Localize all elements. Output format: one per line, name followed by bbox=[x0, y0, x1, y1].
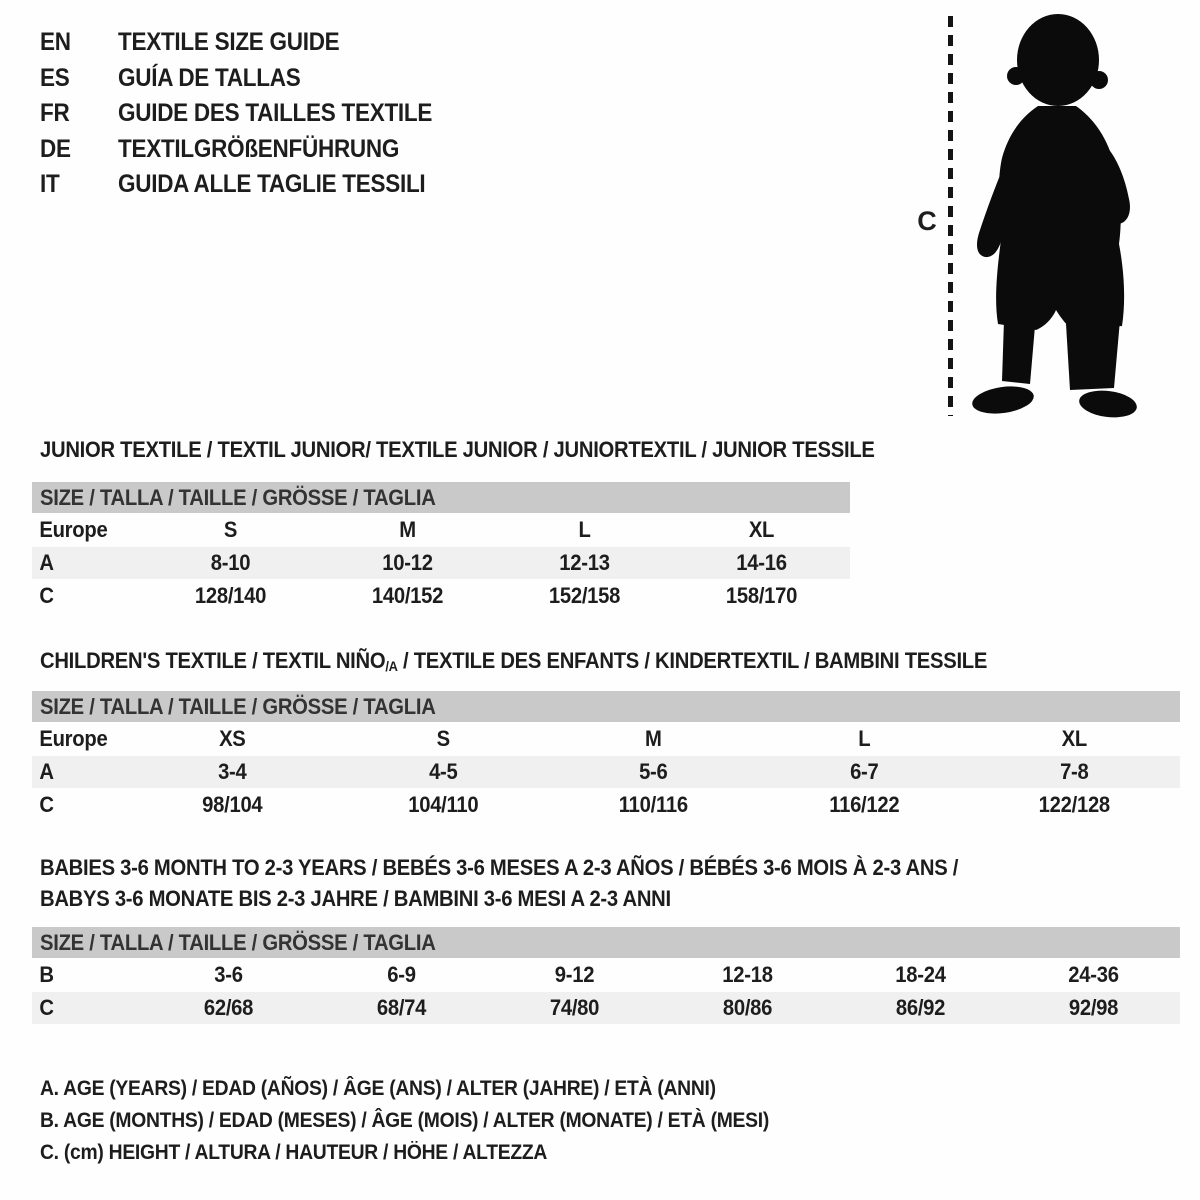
table-row bbox=[32, 722, 1180, 756]
table-cell: 158/170 bbox=[725, 583, 798, 608]
language-title: TEXTILGRÖßENFÜHRUNG bbox=[118, 134, 400, 163]
language-row-de bbox=[40, 132, 467, 168]
size-header-text: SIZE / TALLA / TAILLE / GRÖSSE / TAGLIA bbox=[40, 693, 436, 719]
table-cell: M bbox=[645, 726, 662, 751]
children-title-prefix: CHILDREN'S TEXTILE / TEXTIL NIÑO bbox=[40, 648, 386, 673]
language-code: DE bbox=[40, 134, 71, 163]
table-cell: 4-5 bbox=[428, 759, 458, 784]
table-cell: 5-6 bbox=[639, 759, 668, 784]
table-cell: 6-7 bbox=[849, 759, 879, 784]
table-cell: L bbox=[578, 517, 591, 542]
size-header-text: SIZE / TALLA / TAILLE / GRÖSSE / TAGLIA bbox=[40, 929, 436, 955]
language-row-es bbox=[40, 61, 467, 97]
table-cell: 8-10 bbox=[210, 550, 251, 575]
table-cell: 9-12 bbox=[554, 962, 595, 987]
language-row-it bbox=[40, 167, 467, 203]
language-row-fr bbox=[40, 96, 467, 132]
row-label: Europe bbox=[39, 517, 108, 542]
size-header-band bbox=[32, 927, 1180, 958]
row-label: C bbox=[39, 583, 54, 608]
language-code: FR bbox=[40, 99, 70, 128]
table-row bbox=[32, 788, 1180, 822]
table-cell: L bbox=[858, 726, 871, 751]
row-label: C bbox=[39, 995, 54, 1020]
children-title-subscript: /A bbox=[385, 658, 398, 674]
table-cell: 110/116 bbox=[618, 792, 688, 817]
table-cell: 6-9 bbox=[387, 962, 416, 987]
table-cell: 62/68 bbox=[203, 995, 254, 1020]
table-row bbox=[32, 756, 1180, 788]
row-label: B bbox=[39, 962, 54, 987]
legend-line-a: A. AGE (YEARS) / EDAD (AÑOS) / ÂGE (ANS) / ALTER (JAHRE) / ETÀ (ANNI) bbox=[40, 1077, 716, 1100]
table-cell: 74/80 bbox=[549, 995, 600, 1020]
row-label: A bbox=[39, 759, 54, 784]
table-row bbox=[32, 992, 1180, 1024]
table-cell: 80/86 bbox=[722, 995, 773, 1020]
table-cell: 98/104 bbox=[202, 792, 263, 817]
language-list bbox=[40, 25, 467, 203]
row-label: C bbox=[39, 792, 54, 817]
table-row bbox=[32, 579, 850, 613]
language-code: EN bbox=[40, 28, 71, 57]
language-code: IT bbox=[40, 170, 60, 199]
table-cell: 7-8 bbox=[1060, 759, 1089, 784]
table-cell: 18-24 bbox=[895, 962, 946, 987]
table-cell: S bbox=[436, 726, 450, 751]
babies-title-line1: BABIES 3-6 MONTH TO 2-3 YEARS / BEBÉS 3-6 MESES A 2-3 AÑOS / BÉBÉS 3-6 MOIS À 2-3 ANS / bbox=[40, 855, 959, 880]
children-title-suffix: / TEXTILE DES ENFANTS / KINDERTEXTIL / BAMBINI TESSILE bbox=[397, 648, 988, 673]
legend-line-c: C. (cm) HEIGHT / ALTURA / HAUTEUR / HÖHE / ALTEZZA bbox=[40, 1141, 548, 1164]
table-cell: 12-18 bbox=[722, 962, 773, 987]
row-label: A bbox=[39, 550, 54, 575]
table-row bbox=[32, 547, 850, 579]
table-cell: 3-4 bbox=[218, 759, 247, 784]
row-label: Europe bbox=[39, 726, 108, 751]
table-cell: 14-16 bbox=[736, 550, 787, 575]
table-row bbox=[32, 513, 850, 547]
language-title: GUIDA ALLE TAGLIE TESSILI bbox=[118, 170, 426, 199]
language-title: GUIDE DES TAILLES TEXTILE bbox=[118, 99, 433, 128]
table-cell: XS bbox=[219, 726, 246, 751]
table-cell: XL bbox=[748, 517, 775, 542]
language-code: ES bbox=[40, 63, 70, 92]
table-cell: 3-6 bbox=[214, 962, 243, 987]
babies-section-title bbox=[40, 852, 958, 914]
size-header-band bbox=[32, 482, 850, 513]
children-section-title bbox=[40, 648, 987, 674]
table-cell: 122/128 bbox=[1039, 792, 1111, 817]
table-cell: M bbox=[399, 517, 416, 542]
table-cell: XL bbox=[1062, 726, 1088, 751]
language-title: GUÍA DE TALLAS bbox=[118, 63, 301, 92]
table-cell: 116/122 bbox=[829, 792, 900, 817]
table-cell: 10-12 bbox=[382, 550, 433, 575]
table-cell: 24-36 bbox=[1068, 962, 1119, 987]
table-cell: 68/74 bbox=[376, 995, 427, 1020]
height-measure-dashed-line bbox=[948, 16, 953, 416]
junior-size-table bbox=[32, 482, 850, 613]
table-cell: 92/98 bbox=[1068, 995, 1119, 1020]
junior-section-title: JUNIOR TEXTILE / TEXTIL JUNIOR/ TEXTILE JUNIOR / JUNIORTEXTIL / JUNIOR TESSILE bbox=[40, 437, 875, 462]
size-header-text: SIZE / TALLA / TAILLE / GRÖSSE / TAGLIA bbox=[40, 484, 436, 510]
table-cell: 128/140 bbox=[194, 583, 267, 608]
table-cell: 140/152 bbox=[371, 583, 444, 608]
table-cell: 86/92 bbox=[895, 995, 946, 1020]
table-cell: 104/110 bbox=[407, 792, 478, 817]
table-row bbox=[32, 958, 1180, 992]
language-title: TEXTILE SIZE GUIDE bbox=[118, 28, 340, 57]
babies-size-table bbox=[32, 927, 1180, 1024]
language-row-en bbox=[40, 25, 467, 61]
table-cell: 152/158 bbox=[548, 583, 621, 608]
height-measure-label: C bbox=[917, 206, 937, 236]
table-cell: 12-13 bbox=[559, 550, 610, 575]
table-cell: S bbox=[223, 517, 238, 542]
measurement-legend bbox=[40, 1073, 832, 1169]
children-size-table bbox=[32, 691, 1180, 822]
babies-title-line2: BABYS 3-6 MONATE BIS 2-3 JAHRE / BAMBINI 3-6 MESI A 2-3 ANNI bbox=[40, 886, 671, 911]
toddler-silhouette-icon bbox=[958, 8, 1138, 418]
size-header-band bbox=[32, 691, 1180, 722]
legend-line-b: B. AGE (MONTHS) / EDAD (MESES) / ÂGE (MOIS) / ALTER (MONATE) / ETÀ (MESI) bbox=[40, 1109, 770, 1132]
